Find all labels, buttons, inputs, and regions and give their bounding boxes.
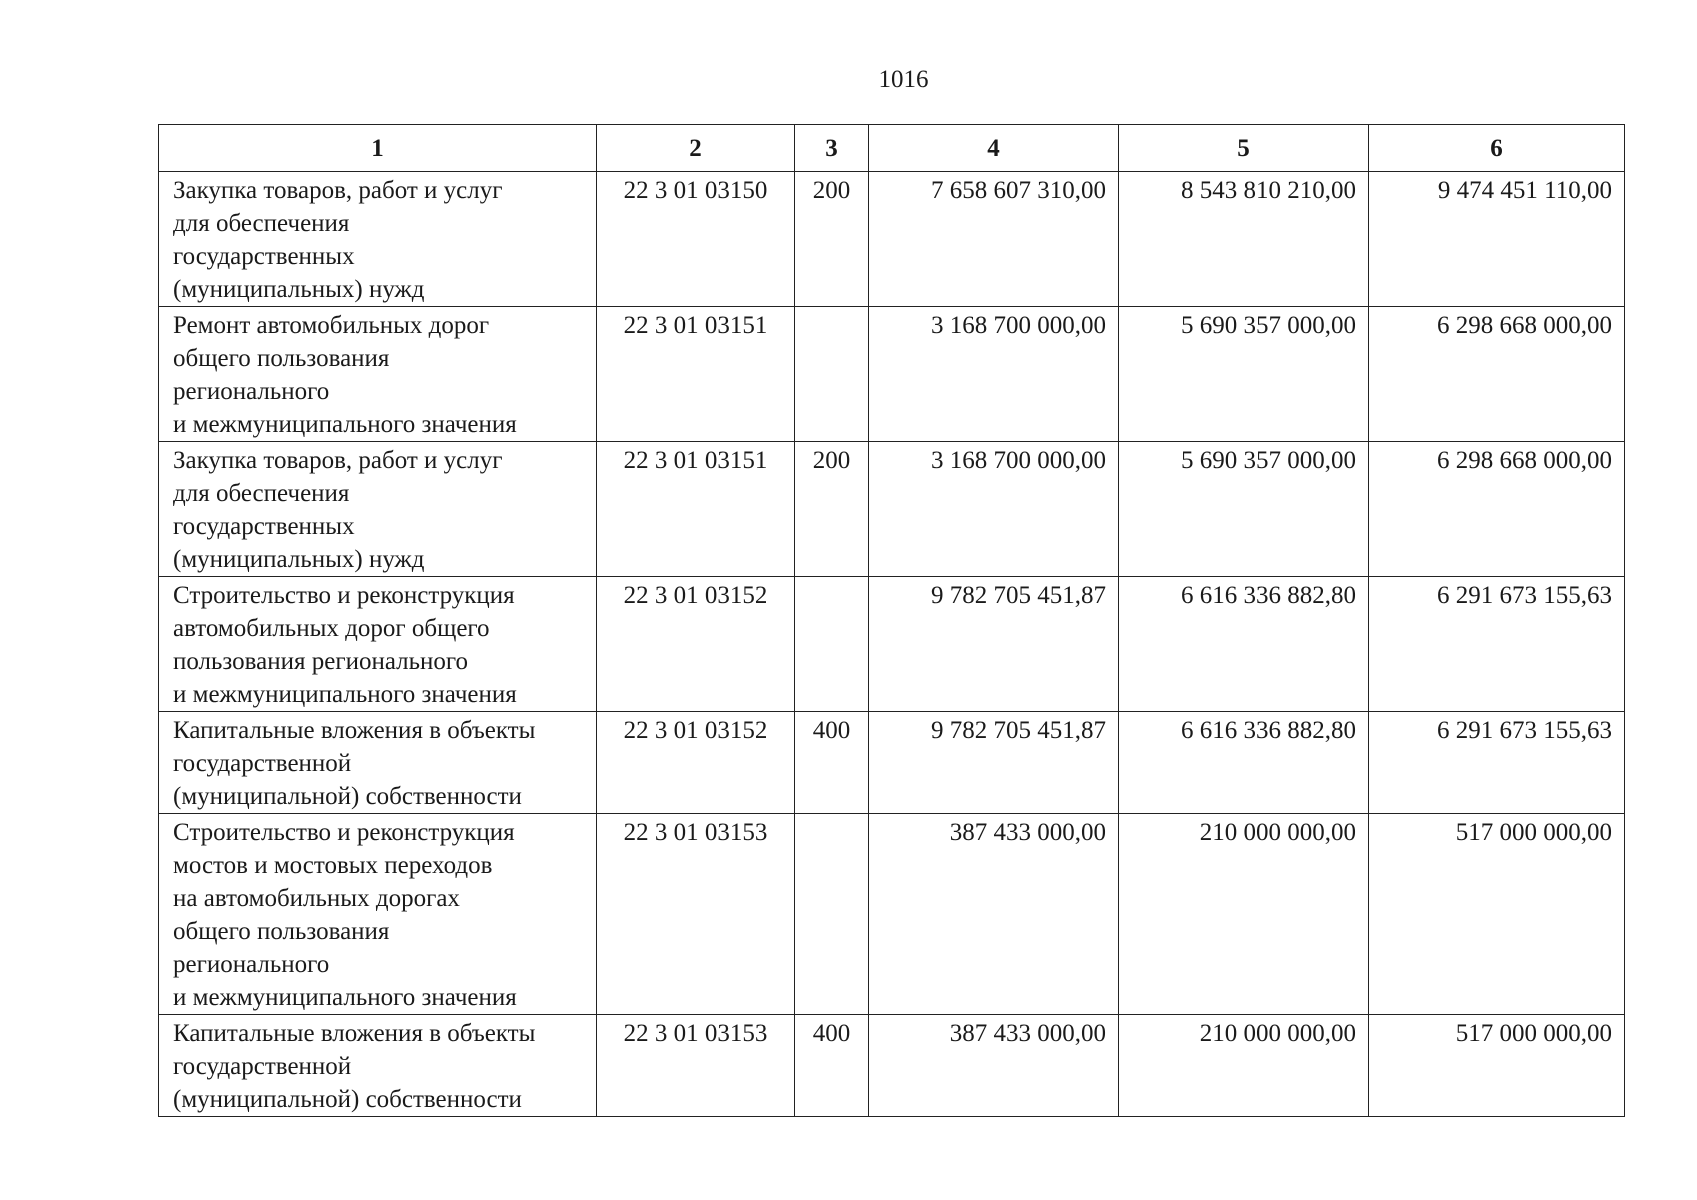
row-code: 22 3 01 03153 [597, 814, 795, 1015]
column-header-2: 2 [597, 125, 795, 172]
row-expense-type: 400 [795, 1015, 869, 1117]
row-amount-col4: 3 168 700 000,00 [869, 442, 1119, 577]
row-amount-col6: 6 291 673 155,63 [1369, 577, 1625, 712]
row-expense-type [795, 814, 869, 1015]
row-name: Строительство и реконструкция мостов и мостовых переходов на автомобильных дорогах общего пользования регионального и межмуниципального значения [159, 814, 597, 1015]
row-name: Закупка товаров, работ и услуг для обеспечения государственных (муниципальных) нужд [159, 442, 597, 577]
row-amount-col4: 387 433 000,00 [869, 1015, 1119, 1117]
row-name: Капитальные вложения в объекты государственной (муниципальной) собственности [159, 1015, 597, 1117]
row-code: 22 3 01 03151 [597, 307, 795, 442]
row-amount-col4: 7 658 607 310,00 [869, 172, 1119, 307]
row-amount-col6: 517 000 000,00 [1369, 1015, 1625, 1117]
row-expense-type: 200 [795, 172, 869, 307]
row-expense-type [795, 577, 869, 712]
table-row [159, 712, 1625, 814]
row-expense-type: 400 [795, 712, 869, 814]
row-amount-col6: 6 298 668 000,00 [1369, 307, 1625, 442]
row-code: 22 3 01 03152 [597, 577, 795, 712]
row-amount-col5: 6 616 336 882,80 [1119, 577, 1369, 712]
column-header-6: 6 [1369, 125, 1625, 172]
row-amount-col4: 9 782 705 451,87 [869, 712, 1119, 814]
row-code: 22 3 01 03153 [597, 1015, 795, 1117]
budget-table [158, 124, 1625, 1117]
row-expense-type [795, 307, 869, 442]
table-row [159, 1015, 1625, 1117]
row-amount-col4: 3 168 700 000,00 [869, 307, 1119, 442]
row-amount-col5: 6 616 336 882,80 [1119, 712, 1369, 814]
row-name: Капитальные вложения в объекты государственной (муниципальной) собственности [159, 712, 597, 814]
row-amount-col6: 517 000 000,00 [1369, 814, 1625, 1015]
row-expense-type: 200 [795, 442, 869, 577]
table-row [159, 442, 1625, 577]
row-code: 22 3 01 03151 [597, 442, 795, 577]
table-row [159, 577, 1625, 712]
table-header-row [159, 125, 1625, 172]
row-amount-col6: 6 291 673 155,63 [1369, 712, 1625, 814]
column-header-1: 1 [159, 125, 597, 172]
row-name: Ремонт автомобильных дорог общего пользования регионального и межмуниципального значения [159, 307, 597, 442]
row-code: 22 3 01 03150 [597, 172, 795, 307]
row-amount-col5: 5 690 357 000,00 [1119, 442, 1369, 577]
page-number: 1016 [878, 66, 929, 93]
table-row [159, 172, 1625, 307]
row-amount-col4: 9 782 705 451,87 [869, 577, 1119, 712]
row-amount-col5: 210 000 000,00 [1119, 814, 1369, 1015]
row-amount-col6: 9 474 451 110,00 [1369, 172, 1625, 307]
row-amount-col5: 210 000 000,00 [1119, 1015, 1369, 1117]
row-amount-col5: 5 690 357 000,00 [1119, 307, 1369, 442]
row-name: Строительство и реконструкция автомобильных дорог общего пользования регионального и межмуниципального значения [159, 577, 597, 712]
table-row [159, 814, 1625, 1015]
column-header-4: 4 [869, 125, 1119, 172]
row-name: Закупка товаров, работ и услуг для обеспечения государственных (муниципальных) нужд [159, 172, 597, 307]
table-row [159, 307, 1625, 442]
column-header-3: 3 [795, 125, 869, 172]
row-amount-col5: 8 543 810 210,00 [1119, 172, 1369, 307]
row-code: 22 3 01 03152 [597, 712, 795, 814]
row-amount-col6: 6 298 668 000,00 [1369, 442, 1625, 577]
column-header-5: 5 [1119, 125, 1369, 172]
row-amount-col4: 387 433 000,00 [869, 814, 1119, 1015]
